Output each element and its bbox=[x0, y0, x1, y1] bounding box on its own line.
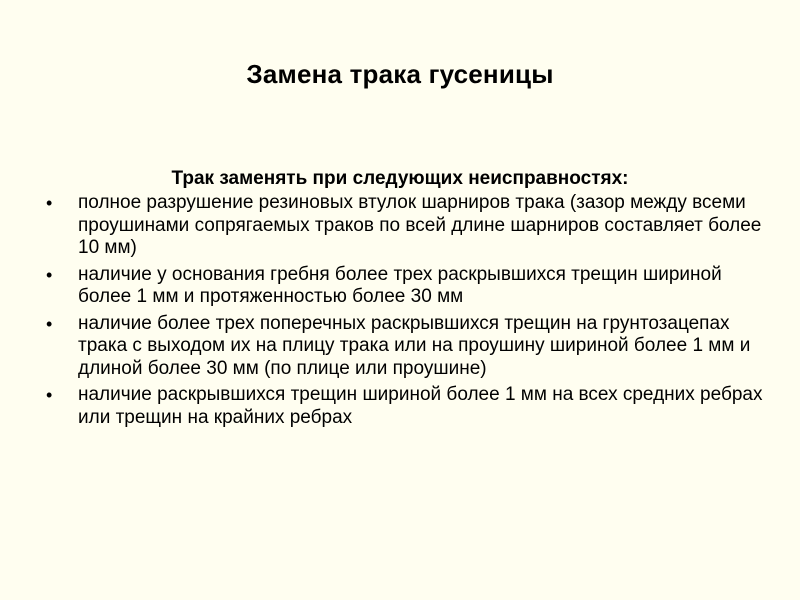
bullet-icon: • bbox=[46, 264, 53, 285]
bullet-icon: • bbox=[46, 385, 53, 405]
slide-title: Замена трака гусеницы bbox=[246, 59, 554, 89]
bullet-icon: • bbox=[46, 193, 53, 213]
list-item-text: наличие раскрывшихся трещин шириной более 1 мм на всех средних ребрах или трещин на крайних ребрах bbox=[78, 384, 763, 428]
list-item-text: полное разрушение резиновых втулок шарниров трака (зазор между всеми проушинами сопрягаемых траков по всей длине шарниров составляет более 10 мм) bbox=[78, 192, 762, 258]
bullet-icon: • bbox=[46, 313, 53, 334]
list-item-text: наличие более трех поперечных раскрывшихся трещин на грунтозацепах трака с выходом их на плицу трака или на проушину шириной более 1 мм и длиной более 30 мм (по плице или проушине) bbox=[78, 312, 751, 379]
slide-subtitle: Трак заменять при следующих неисправностях: bbox=[171, 168, 629, 189]
list-item bbox=[46, 313, 766, 381]
fault-list bbox=[46, 192, 766, 433]
list-item bbox=[46, 192, 766, 260]
list-item bbox=[46, 264, 766, 309]
list-item bbox=[46, 384, 766, 429]
list-item-text: наличие у основания гребня более трех раскрывшихся трещин шириной более 1 мм и протяженностью более 30 мм bbox=[78, 263, 722, 307]
